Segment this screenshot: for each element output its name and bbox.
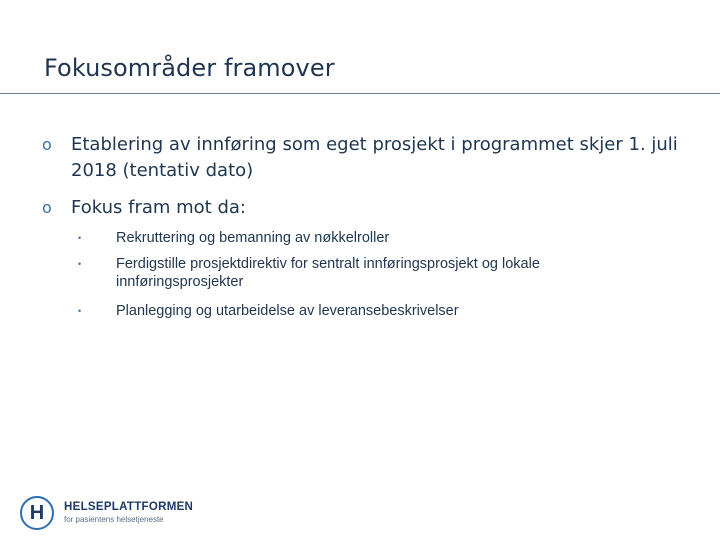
- sub-bullet-text: Rekruttering og bemanning av nøkkelroller: [116, 230, 390, 246]
- logo-tagline: for pasientens helsetjeneste: [64, 515, 164, 525]
- bullet-item-1: [42, 132, 692, 184]
- helseplattformen-logo: [20, 496, 193, 530]
- bullet-item-2: [42, 195, 692, 221]
- hollow-bullet-icon: o: [42, 198, 52, 217]
- dot-bullet-icon: •: [78, 306, 82, 316]
- bullet-item-text: Fokus fram mot da:: [71, 197, 246, 218]
- logo-name: HELSEPLATTFORMEN: [64, 500, 194, 513]
- hollow-bullet-icon: o: [42, 135, 52, 154]
- sub-bullet-item-2: [78, 255, 638, 291]
- sub-bullet-text: Planlegging og utarbeidelse av leveransebeskrivelser: [116, 303, 459, 319]
- slide-title: Fokusområder framover: [44, 54, 335, 82]
- bullet-item-text: Etablering av innføring som eget prosjekt i programmet skjer 1. juli 2018 (tentativ dato): [71, 134, 678, 181]
- sub-bullet-item-3: [78, 302, 638, 320]
- h-logo-icon: H: [20, 496, 54, 530]
- dot-bullet-icon: •: [78, 259, 82, 269]
- logo-wordmark: [64, 502, 193, 525]
- sub-bullet-text: Ferdigstille prosjektdirektiv for sentralt innføringsprosjekt og lokale innføringsprosjekter: [116, 256, 540, 290]
- dot-bullet-icon: •: [78, 233, 82, 243]
- sub-bullet-item-1: [78, 229, 638, 247]
- title-divider: [0, 93, 720, 94]
